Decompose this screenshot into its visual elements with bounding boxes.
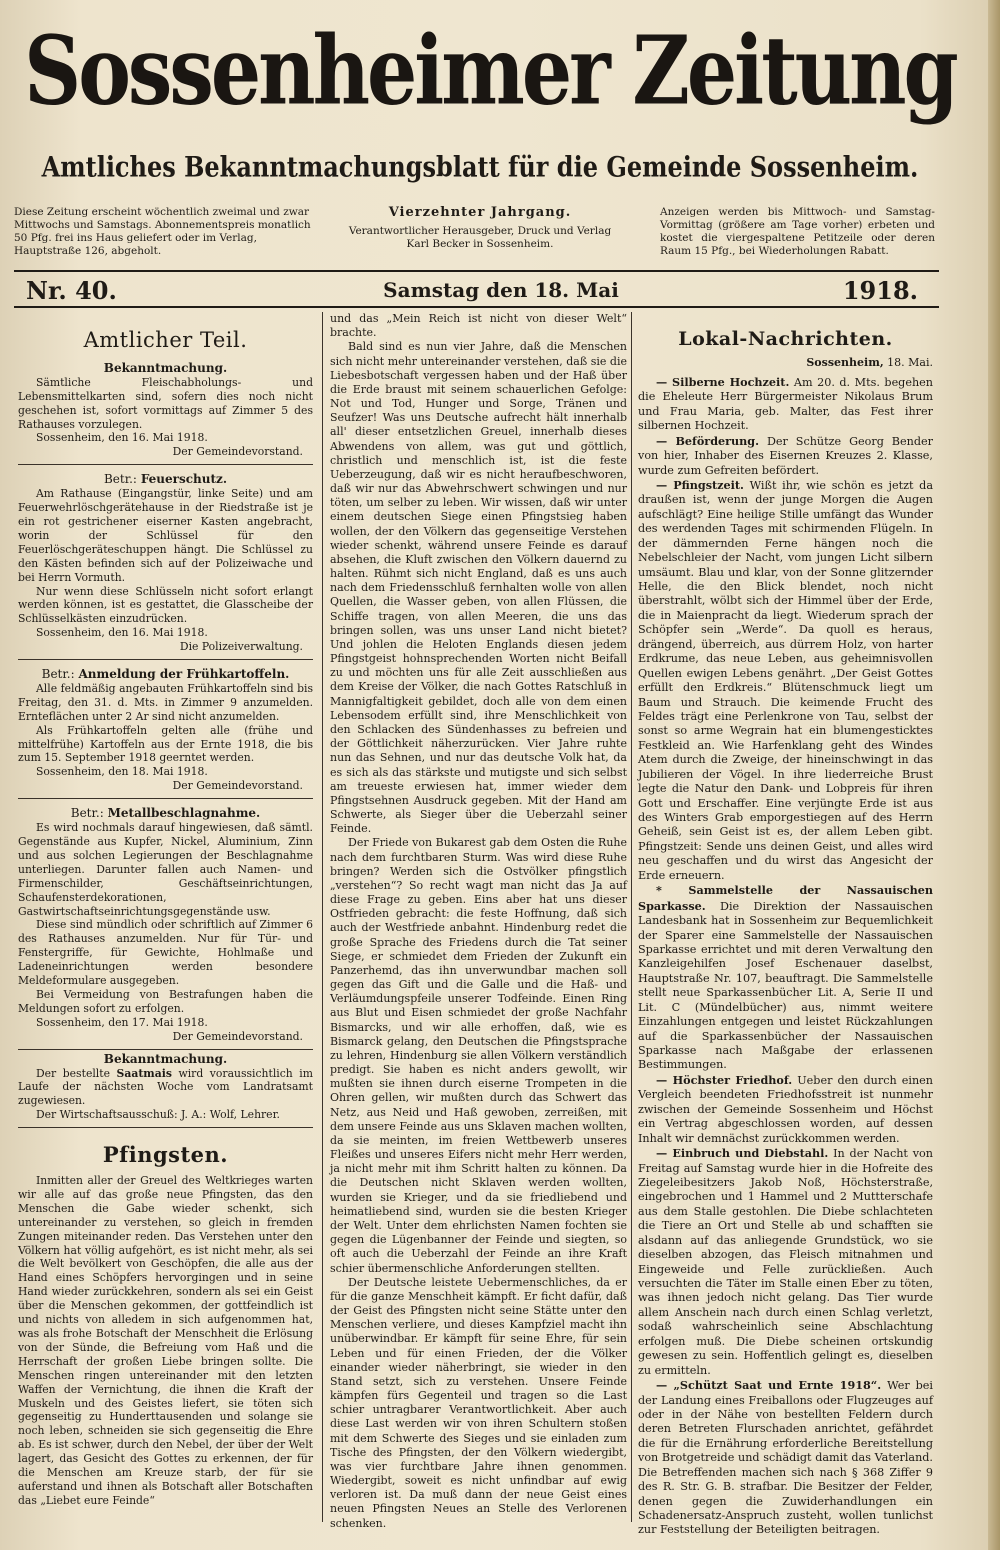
notice-place: Sossenheim, den 16. Mai 1918. — [36, 431, 208, 445]
subject-text: Feuerschutz. — [140, 472, 228, 487]
divider — [18, 659, 313, 660]
notice-heading: Bekanntmachung. — [103, 1051, 228, 1066]
news-item — [638, 1146, 933, 1378]
subscription-info: Diese Zeitung erscheint wöchentlich zweimal und zwar Mittwochs und Samstags. Abonnementspreis monatlich 50 Pfg. frei ins Haus geliefert oder im Verlag, Hauptstraße 126, abgeholt. — [14, 206, 311, 257]
section-heading: Lokal-Nachrichten. — [678, 328, 893, 350]
article-text: Bald sind es nun vier Jahre, daß die Menschen sich nicht mehr untereinander verstehen, daß sie die Liebesbotschaft vergessen haben und der Haß über die Erde braust mit seinem schauerlichen Gefolge: Not und Tod, Hunger und Sorge, Tränen und Seufzer! Was uns Deutsche aufrecht hält innerhalb all' dieser entsetzlichen Greuel, innerhalb dieses Abwendens von allem, was gut und göttlich, christlich und menschlich ist, ist die feste Ueberzeugung, daß wir es nicht heraufbeschworen, daß wir nur das Abwehrschwert schwingen und nur töten, um selber zu leben. Wir wissen, daß wir unter einem deutschen Siege einen Pfingstsieg haben wollen, der den Völkern das gegenseitige Verstehen wieder schenkt, während unsere Feinde es darauf absehen, die Kluft zwischen den Völkern dauernd zu halten. Rühmt sich nicht England, daß es uns auch nach dem Friedensschluß fernhalten wolle von allen Quellen, die Wasser geben, von allen Flüssen, die Schiffe tragen, von allen Meeren, die uns das bringen sollen, was uns unser Land nicht bietet? Und johlen die Heloten Englands diesen jedem Pfingstgeist hohnsprechenden Worten nicht Beifall zu und möchten uns für alle Zeit ausschließen aus dem Kreise der Völker, die nach Gottes Ratschluß in Mannigfaltigkeit gebildet, doch alle von dem einen Lebensodem erfüllt sind, ihre Menschlichkeit von den Schlacken des Sündenhasses zu befreien und der Göttlichkeit näherzurücken. Vier Jahre ruhte nun das Sehnen, und nur das deutsche Volk hat, da es sich als das stärkste und mutigste und sich selbst am treueste erwiesen hat, immer wieder dem Pfingstsehnen Ausdruck gegeben. Mit der Hand am Schwerte, als Sieger über die Ueberzahl seiner Feinde. — [330, 340, 627, 836]
notice-text: Am Rathause (Eingangstür, linke Seite) und am Feuerwehrlöschgerätehause in der Riedstraße ist je ein rot gestrichener eiserner Kasten angebracht, worin der Schlüssel für den Feuerlöschgeräteschuppen hängt. Die Schlüssel zu den Kästen befinden sich auf der Polizeiwache und bei Herrn Vormuth. — [18, 487, 313, 584]
betr-label: Betr.: — [41, 667, 75, 682]
article-heading: Pfingsten. — [102, 1142, 229, 1168]
issue-year: 1918. — [842, 276, 918, 305]
news-item — [638, 1073, 933, 1146]
notice-text: Alle feldmäßig angebauten Frühkartoffeln sind bis Freitag, den 31. d. Mts. in Zimmer 9 anzumelden. Ernteflächen unter 2 Ar sind nicht anzumelden. — [18, 681, 313, 723]
notice-text: Sämtliche Fleischabholungs- und Lebensmittelkarten sind, sofern dies noch nicht geschehen ist, sofort vormittags auf Zimmer 5 des Rathauses vorzulegen. — [18, 375, 313, 431]
news-text: Wißt ihr, wie schön es jetzt da draußen ist, wenn der junge Morgen die Augen aufschlägt? Eine heilige Stille umfängt das Wunder des werdenden Tages mit schirmenden Flügeln. In der dämmernden Ferne hängen noch die Nebelschleier der Nacht, vom jungen Licht silbern umsäumt. Blau und klar, von der Sonne glitzernder Helle, die den Blick blendet, noch nicht überstrahlt, wölbt sich der Himmel über der Erde, die in Maienpracht da liegt. Wiederum sprach der Schöpfer sein „Werde“. Da quoll es heraus, drängend, überreich, aus dürrem Holz, von harter Erdkrume, das neue Leben, aus geheimnisvollen Quellen ewigen Lebens genährt. „Der Geist Gottes erfüllt den Erdkreis.“ Blütenschmuck liegt um Baum und Strauch. Die keimende Frucht des Feldes trägt eine Perlenkrone von Tau, selbst der sonst so arme Wegrain hat ein blumengesticktes Festkleid an. Wie Harfenklang geht des Windes Atem durch die Zweige, der hineinschwingt in das Jubilieren der Vögel. In ihre liederreiche Brust legte die Natur den Dank- und Lobpreis für ihren Gott und Erschaffer. Eine verjüngte Erde ist aus des Winters Grab emporgestiegen auf des Herrn Geheiß, sein Geist ist es, der allem Leben gibt. Pfingstzeit: Sende uns deinen Geist, und alles wird neu geschaffen und du wirst das Angesicht der Erde erneuern. — [638, 478, 933, 882]
article-text: Inmitten aller der Greuel des Weltkrieges warten wir alle auf das große neue Pfingsten, das den Menschen die Gabe wieder schenkt, sich untereinander zu verstehen, so gleich in fremden Zungen miteinander reden. Das Verstehen unter den Völkern hat völlig aufgehört, es ist nicht mehr, als sei die Welt bevölkert von Geschöpfen, die alle aus der Hand eines Schöpfers hervorgingen und in seine Hand wieder zurückkehren, sondern als sei ein Geist über die Menschen gekommen, der gottfeindlich ist und nichts von alledem in sich aufgenommen hat, was als frohe Botschaft der Menschheit die Erlösung von der Sünde, die Befreiung vom Haß und die Herrschaft der großen Liebe bringen sollte. Die Menschen ringen untereinander mit den letzten Waffen der Vernichtung, die ihnen die Kraft der Muskeln und des Geistes liefert, sie töten sich gegenseitig zu Hunderttausenden und solange sie noch leben, schneiden sie sich gegenseitig die Ehre ab. Es ist schwer, durch den Nebel, der über der Welt lagert, das Gesicht des Gottes zu erkennen, der für die Menschen am Kreuze starb, der für sie auferstand und ihnen als Botschaft aller Botschaften das „Liebet eure Feinde“ — [18, 1174, 313, 1507]
news-headline: * Sammelstelle der Nassauischen Sparkasse. — [638, 883, 933, 913]
text-fragment: Der bestellte — [36, 1066, 110, 1080]
notice-signature: Der Wirtschaftsausschuß: J. A.: Wolf, Lehrer. — [36, 1108, 280, 1122]
page-edge — [988, 0, 1000, 1550]
notice-signature: Der Gemeindevorstand. — [172, 445, 303, 459]
news-headline: — Beförderung. — [656, 433, 760, 448]
news-text: Ueber den durch einen Vergleich beendeten Friedhofsstreit ist nunmehr zwischen der Gemeinde Sossenheim und Höchst ein Vertrag abgeschlossen worden, auf dessen Inhalt wir demnächst zurückkommen werden. — [638, 1073, 933, 1145]
masthead — [20, 6, 960, 136]
dateline-date: 18. Mai. — [887, 356, 933, 370]
news-item — [638, 375, 933, 434]
newspaper-title: Sossenheimer Zeitung — [24, 14, 956, 127]
news-text: Wer bei der Landung eines Freiballons oder Flugzeuges auf oder in der Nähe von bestellten Feldern durch deren Betreten Flurschaden anrichtet, gefährdet die für die Ernährung erforderliche Bereitstellung von Brotgetreide und schädigt damit das Vaterland. Die Betreffenden machen sich nach § 368 Ziffer 9 des R. Str. G. B. strafbar. Die Besitzer der Felder, denen gegen die Zuwiderhandlungen ein Schadenersatz-Anspruch zusteht, wollen tunlichst zur Feststellung der Beteiligten beitragen. — [638, 1379, 933, 1537]
news-text: Am 20. d. Mts. begehen die Eheleute Herr Bürgermeister Nikolaus Brum und Frau Maria, geb. Malter, das Fest ihrer silbernen Hochzeit. — [638, 375, 933, 433]
text-emphasis: Saatmais — [116, 1066, 172, 1080]
section-heading: Amtlicher Teil. — [83, 328, 248, 352]
subject-text: Anmeldung der Frühkartoffeln. — [78, 667, 290, 682]
news-headline: — Höchster Friedhof. — [656, 1072, 793, 1087]
news-headline: — Einbruch und Diebstahl. — [656, 1146, 829, 1161]
notice-subject — [18, 807, 313, 821]
issue-number: Nr. 40. — [26, 276, 117, 305]
column-divider — [631, 312, 632, 1522]
betr-label: Betr.: — [70, 806, 104, 821]
publisher-info — [345, 206, 615, 251]
notice-signature: Der Gemeindevorstand. — [172, 779, 303, 793]
news-item — [638, 478, 933, 883]
news-text: Der Schütze Georg Bender von hier, Inhaber des Eisernen Kreuzes 2. Klasse, wurde zum Gefreiten befördert. — [638, 434, 933, 477]
article-text: und das „Mein Reich ist nicht von dieser Welt“ brachte. — [330, 312, 627, 340]
issue-date: Samstag den 18. Mai — [383, 278, 619, 302]
column-pfingsten — [330, 312, 627, 1531]
article-text: Der Deutsche leistete Uebermenschliches, da er für die ganze Menschheit kämpft. Er ficht dafür, daß der Geist des Pfingsten nicht seine Stätte unter den Menschen verliere, und dieses Kampfziel macht ihn unüberwindbar. Er kämpft für seine Ehre, für sein Leben und für einen Frieden, der die Völker einander wieder näherbringt, sie wieder in den Stand setzt, sich zu verstehen. Unsere Feinde kämpfen fürs Gegenteil und tragen so die Last schier untragbarer Verantwortlichkeit. Aber auch diese Last werden wir von ihren Schultern stoßen mit dem Schwerte des Sieges und sie einladen zum Tische des Pfingsten, der den Völkern wiedergibt, was vier furchtbare Jahre ihnen genommen. Wiedergibt, soweit es nicht unfindbar auf ewig verloren ist. Da muß dann der neue Geist eines neuen Pfingsten Neues an Stelle des Verlorenen schenken. — [330, 1275, 627, 1530]
news-headline: — „Schützt Saat und Ernte 1918“. — [656, 1378, 882, 1393]
notice-heading: Bekanntmachung. — [103, 360, 228, 375]
betr-label: Betr.: — [103, 472, 137, 487]
local-dateline — [638, 356, 933, 370]
notice-subject — [18, 668, 313, 682]
article-text: Der Friede von Bukarest gab dem Osten die Ruhe nach dem furchtbaren Sturm. Was wird diese Ruhe bringen? Werden sich die Ostvölker pfingstlich „verstehen“? So recht wagt man nicht das Ja auf diese Frage zu geben. Eins aber hat uns dieser Ostfrieden gebracht: die feste Hoffnung, daß sich auch der Westfriede anbahnt. Hindenburg redet die große Sprache des Friedens durch die Tat seiner Siege, er schmiedet dem Frieden der Zukunft ein Panzerhemd, das ihn unverwundbar machen soll gegen das Gift und die Galle und die Haß- und Verläumdungspfeile unserer Todfeinde. Einen Ring aus Blut und Eisen schmiedet der große Nachfahr Bismarcks, und wir alle erhoffen, daß, wie es Bismarck gelang, den Deutschen die Pfingstsprache zu lehren, Hindenburg sie allen Völkern verständlich predigt. Sie haben es nicht anders gewollt, wir mußten sie ihnen durch eiserne Trompeten in die Ohren gellen, wir mußten durch das Schwert das Netz, aus Neid und Haß gewoben, zerreißen, mit dem unsere Feinde aus uns Sklaven machen wollten, da sie meinten, im freien Wettbewerb unseres Fleißes und unseres Eifers nicht mehr Herr werden, ja nicht mehr mit ihm Schritt halten zu können. Da die Deutschen nicht Sklaven werden wollten, wurden sie Krieger, und da sie friedliebend und heimatliebend sind, wurden sie die besten Krieger der Welt. Unter dem ehrlichsten Namen fochten sie gegen die Lügenbanner der Feinde und siegten, so oft auch die Ueberzahl der Feinde an ihre Kraft schier übermenschliche Anforderungen stellten. — [330, 836, 627, 1275]
news-text: Die Direktion der Nassauischen Landesbank hat in Sossenheim zur Bequemlichkeit der Sparer eine Sammelstelle der Nassauischen Sparkasse errichtet und mit deren Verwaltung den Kanzleigehilfen Josef Eschenauer daselbst, Hauptstraße Nr. 107, beauftragt. Die Sammelstelle stellt neue Sparkassenbücher Lit. A, Serie II und Lit. C (Mündelbücher) aus, nimmt weitere Einzahlungen entgegen und leistet Rückzahlungen auf die Sparkassenbücher der Nassauischen Sparkasse nach Maßgabe der erlassenen Bestimmungen. — [638, 899, 933, 1072]
news-item — [638, 434, 933, 478]
notice-signature: Der Gemeindevorstand. — [172, 1029, 303, 1043]
column-local-news — [638, 312, 933, 1538]
advert-info: Anzeigen werden bis Mittwoch- und Samstag-Vormittag (größere am Tage vorher) erbeten und kostet die viergespaltene Petitzeile oder deren Raum 15 Pfg., bei Wiederholungen Rabatt. — [660, 206, 935, 257]
notice-text: Bei Vermeidung von Bestrafungen haben die Meldungen sofort zu erfolgen. — [18, 987, 313, 1015]
header-rule-top — [14, 270, 939, 272]
notice-subject — [18, 473, 313, 487]
notice-signature: Die Polizeiverwaltung. — [179, 640, 303, 654]
notice-text: Nur wenn diese Schlüsseln nicht sofort erlangt werden können, ist es gestattet, die Glasscheibe der Schlüsselkästen einzudrücken. — [18, 584, 313, 626]
divider — [18, 798, 313, 799]
notice-place: Sossenheim, den 18. Mai 1918. — [36, 765, 208, 779]
dateline — [26, 276, 926, 304]
news-text: In der Nacht von Freitag auf Samstag wurde hier in die Hofreite des Ziegeleibesitzers Jakob Noß, Höchsterstraße, eingebrochen und 1 Hammel und 2 Muttterschafe aus dem Stalle gestohlen. Die Diebe schlachteten die Tiere an Ort und Stelle ab und schafften sie alsdann auf das anliegende Grundstück, wo sie dieselben abzogen, das Fleisch mitnahmen und Eingeweide und Felle zurückließen. Auch versuchten die Täter im Stalle einen Eber zu töten, was ihnen jedoch nicht gelang. Das Tier wurde allem Anschein nach durch einen Schlag verletzt, sodaß wahrscheinlich seine Abschlachtung erfolgen muß. Die Diebe scheinen ortskundig gewesen zu sein. Hoffentlich gelingt es, dieselben zu ermitteln. — [638, 1147, 933, 1377]
notice-text: Diese sind mündlich oder schriftlich auf Zimmer 6 des Rathauses anzumelden. Nur für Tür- und Fenstergriffe, für Gewichte, Hohlmaße und Ladeneinrichtungen werden besondere Meldeformulare ausgegeben. — [18, 918, 313, 988]
news-headline: — Pfingstzeit. — [656, 477, 744, 492]
notice-text: Es wird nochmals darauf hingewiesen, daß sämtl. Gegenstände aus Kupfer, Nickel, Aluminium, Zinn und aus solchen Legierungen der Beschlagnahme unterliegen. Darunter fallen auch Namen- und Firmenschilder, Geschäftseinrichtungen, Schaufensterdekorationen, Gastwirtschaftseinrichtungsgegenstände usw. — [18, 821, 313, 918]
notice-place: Sossenheim, den 17. Mai 1918. — [36, 1015, 208, 1029]
news-item — [638, 1378, 933, 1538]
publisher-text: Verantwortlicher Herausgeber, Druck und Verlag Karl Becker in Sossenheim. — [348, 225, 612, 250]
volume-year: Vierzehnter Jahrgang. — [388, 205, 572, 220]
news-headline: — Silberne Hochzeit. — [656, 374, 790, 389]
dateline-place: Sossenheim, — [806, 356, 884, 370]
newspaper-subtitle: Amtliches Bekanntmachungsblatt für die Gemeinde Sossenheim. — [41, 149, 919, 184]
column-official — [18, 312, 313, 1508]
news-item — [638, 883, 933, 1073]
header-rule-bottom — [14, 306, 939, 308]
notice-text: Als Frühkartoffeln gelten alle (frühe und mittelfrühe) Kartoffeln aus der Ernte 1918, die bis zum 15. September 1918 geerntet werden. — [18, 723, 313, 765]
notice-place: Sossenheim, den 16. Mai 1918. — [36, 626, 208, 640]
text-fragment: wird voraussichtlich im Laufe der nächsten Woche vom Landratsamt zugewiesen. — [18, 1066, 313, 1108]
subject-text: Metallbeschlagnahme. — [107, 806, 261, 821]
notice-text — [18, 1067, 313, 1109]
divider — [18, 1127, 313, 1128]
divider — [18, 464, 313, 465]
divider — [18, 1049, 313, 1050]
column-divider — [322, 312, 323, 1522]
